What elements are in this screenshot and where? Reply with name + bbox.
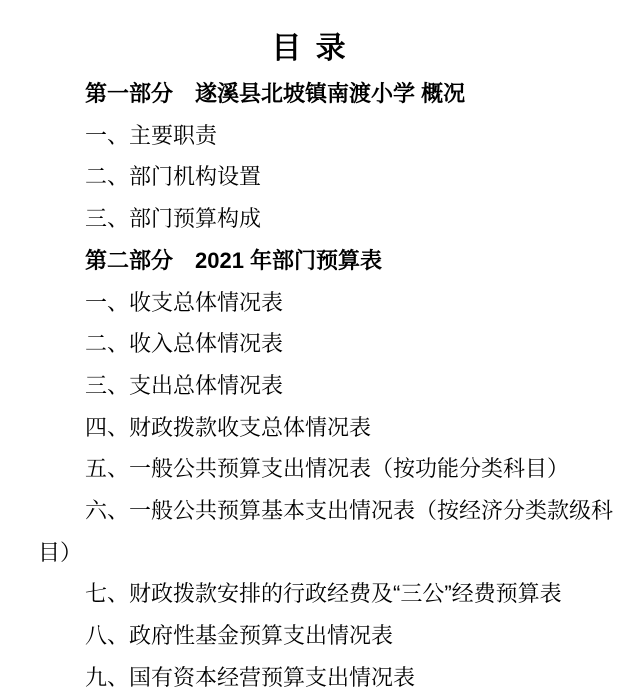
toc-item-2-3: 三、支出总体情况表 xyxy=(85,372,284,398)
toc-heading-part2: 第二部分 2021 年部门预算表 xyxy=(85,247,383,273)
toc-item-2-6-continuation: 目） xyxy=(38,539,83,565)
toc-item-2-5: 五、一般公共预算支出情况表（按功能分类科目） xyxy=(85,456,570,482)
toc-heading-part1: 第一部分 遂溪县北坡镇南渡小学 概况 xyxy=(85,81,466,106)
toc-item-2-6-line1: 六、一般公共预算基本支出情况表（按经济分类款级科 xyxy=(85,498,614,524)
page-title: 目 录 xyxy=(271,32,349,65)
toc-item-2-2: 二、收入总体情况表 xyxy=(85,331,284,357)
toc-item-1-1: 一、主要职责 xyxy=(85,122,218,148)
table-of-contents xyxy=(0,73,620,692)
toc-item-2-1: 一、收支总体情况表 xyxy=(85,289,284,315)
toc-item-1-2: 二、部门机构设置 xyxy=(85,164,262,190)
toc-item-1-3: 三、部门预算构成 xyxy=(85,206,262,232)
toc-item-2-9: 九、国有资本经营预算支出情况表 xyxy=(85,664,416,690)
toc-item-2-8: 八、政府性基金预算支出情况表 xyxy=(85,623,394,649)
toc-item-2-4: 四、财政拨款收支总体情况表 xyxy=(85,414,372,440)
toc-item-2-7: 七、财政拨款安排的行政经费及“三公”经费预算表 xyxy=(85,581,562,607)
